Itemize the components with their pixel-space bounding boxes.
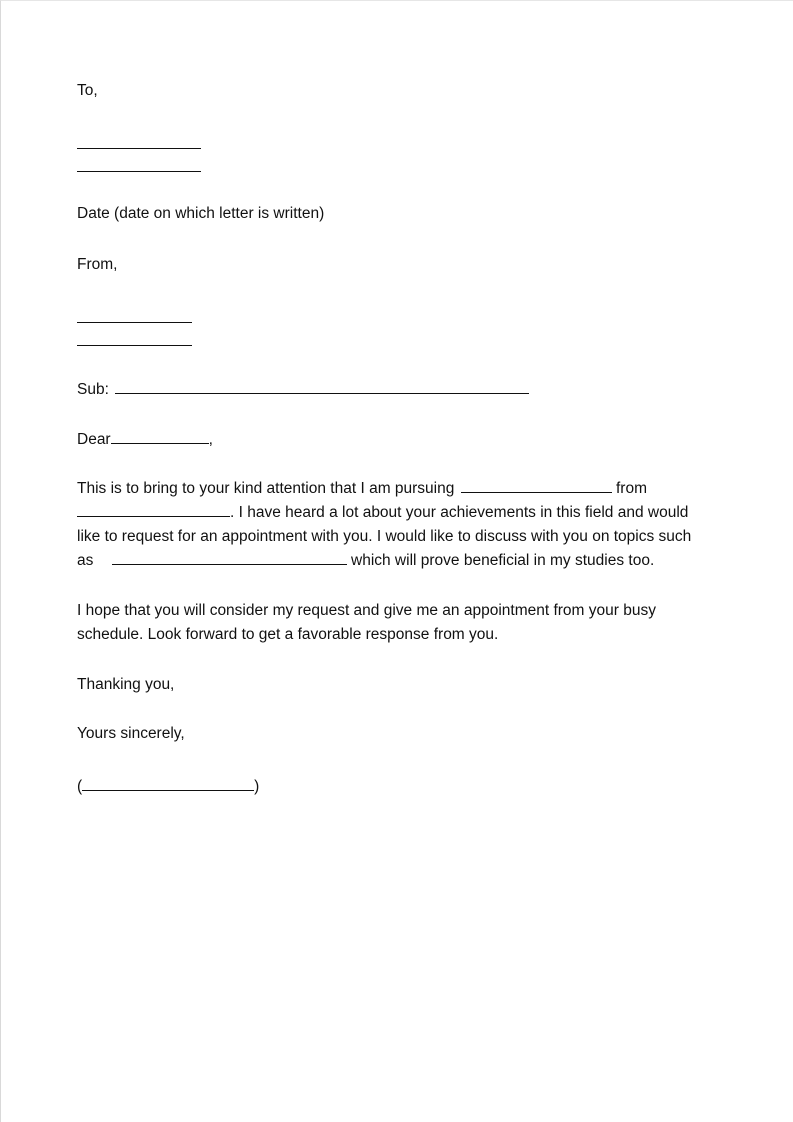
salutation-suffix: , <box>208 431 213 448</box>
subject-blank <box>115 378 529 394</box>
to-address-blank-2 <box>77 156 201 172</box>
salutation-line <box>77 428 213 450</box>
body1-line-3: like to request for an appointment with you. I would like to discuss with you on topics such <box>77 528 692 545</box>
body2-line-2: schedule. Look forward to get a favorable response from you. <box>77 626 499 643</box>
to-address-line-2 <box>77 156 201 178</box>
salutation-prefix: Dear <box>77 431 111 448</box>
body1-line-4 <box>77 549 717 573</box>
signature-blank <box>82 775 254 791</box>
from-address-blank-2 <box>77 330 192 346</box>
from-label: From, <box>77 256 118 273</box>
subject-line <box>77 378 529 400</box>
to-address-line-1 <box>77 133 201 155</box>
body2-line-1: I hope that you will consider my request and give me an appointment from your busy <box>77 602 656 619</box>
from-address-line-2 <box>77 330 192 352</box>
from-address-line-1 <box>77 307 192 329</box>
body1-line1-text: This is to bring to your kind attention that I am pursuing <box>77 480 455 497</box>
signature-open: ( <box>77 778 83 795</box>
closing-line: Yours sincerely, <box>77 725 185 742</box>
from-address-blank-1 <box>77 307 192 323</box>
body1-line1-after: from <box>616 480 647 497</box>
body1-line4-before: as <box>77 552 94 569</box>
body1-line-2 <box>77 501 717 525</box>
thanks-line: Thanking you, <box>77 676 175 693</box>
body1-line-1 <box>77 477 717 501</box>
body1-line2-after: . I have heard a lot about your achievements in this field and would <box>230 504 689 521</box>
body-paragraph-2 <box>77 599 717 647</box>
institution-blank <box>77 501 230 517</box>
signature-close: ) <box>254 778 260 795</box>
body-paragraph-1 <box>77 477 717 573</box>
signature-line <box>77 775 259 797</box>
salutation-blank <box>111 428 209 444</box>
subject-label: Sub: <box>77 381 109 398</box>
topics-blank <box>112 549 347 565</box>
body1-line4-after: which will prove beneficial in my studies too. <box>351 552 655 569</box>
to-label: To, <box>77 82 98 99</box>
to-address-blank-1 <box>77 133 201 149</box>
date-line: Date (date on which letter is written) <box>77 205 325 222</box>
course-blank <box>461 477 612 493</box>
